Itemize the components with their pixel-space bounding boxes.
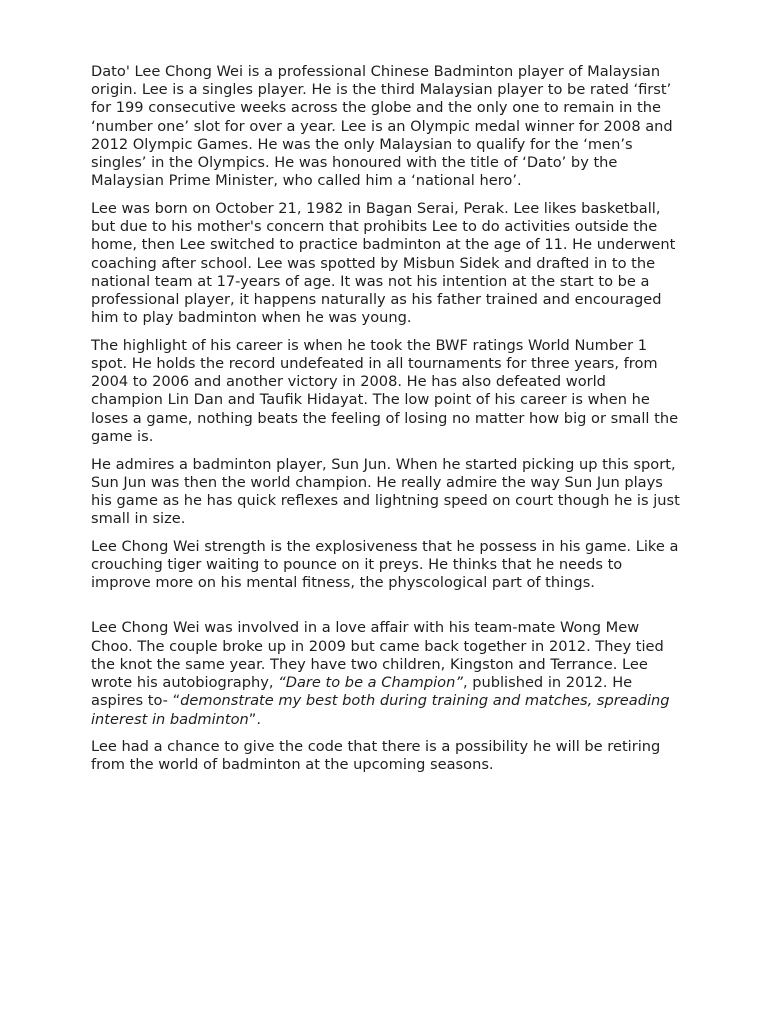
autobiography-title: “Dare to be a Champion” — [278, 674, 463, 692]
paragraph-retirement: Lee had a chance to give the code that there is a possibility he will be retiring from the world of badminton at the upcoming seasons. — [91, 738, 661, 774]
personal-life-text-2: , published in 2012. He aspires to- “ — [91, 674, 633, 710]
paragraph-early-life: Lee was born on October 21, 1982 in Bagan Serai, Perak. Lee likes basketball, but due to his mother's concern that prohibits Lee to do activities outside the home, then Lee switched to practice badminton at the age of 11. He underwent coaching after school. Lee was spotted by Misbun Sidek and drafted in to the national team at 17-years of age. It was not his intention at the start to be a professional player, it happens naturally as his father trained and encouraged him to play badminton when he was young. — [91, 199, 676, 327]
aspiration-quote: demonstrate my best both during training and matches, spreading interest in badminton — [91, 692, 670, 728]
personal-life-text-3: ”. — [248, 710, 261, 728]
document-page — [91, 63, 681, 784]
personal-life-text-1: Lee Chong Wei was involved in a love affair with his team-mate Wong Mew Choo. The couple broke up in 2009 but came back together in 2012. They tied the knot the same year. They have two children, Kingston and Terrance. Lee wrote his autobiography, — [91, 619, 664, 692]
paragraph-idol: He admires a badminton player, Sun Jun. When he started picking up this sport, Sun Jun was then the world champion. He really admire the way Sun Jun plays his game as he has quick reflexes and lightning speed on court though he is just small in size. — [91, 455, 680, 528]
paragraph-introduction: Dato' Lee Chong Wei is a professional Chinese Badminton player of Malaysian origin. Lee is a singles player. He is the third Malaysian player to be rated ‘first’ for 199 consecutive weeks across the globe and the only one to remain in the ‘number one’ slot for over a year. Lee is an Olympic medal winner for 2008 and 2012 Olympic Games. He was the only Malaysian to qualify for the ‘men’s singles’ in the Olympics. He was honoured with the title of ‘Dato’ by the Malaysian Prime Minister, who called him a ‘national hero’. — [91, 63, 673, 190]
paragraph-personal-life — [91, 619, 681, 728]
paragraph-career-highlights: The highlight of his career is when he took the BWF ratings World Number 1 spot. He holds the record undefeated in all tournaments for three years, from 2004 to 2006 and another victory in 2008. He has also defeated world champion Lin Dan and Taufik Hidayat. The low point of his career is when he loses a game, nothing beats the feeling of losing no matter how big or small the game is. — [91, 336, 679, 445]
paragraph-strengths: Lee Chong Wei strength is the explosiveness that he possess in his game. Like a crouching tiger waiting to pounce on it preys. He thinks that he needs to improve more on his mental fitness, the physcological part of things. — [91, 537, 679, 592]
